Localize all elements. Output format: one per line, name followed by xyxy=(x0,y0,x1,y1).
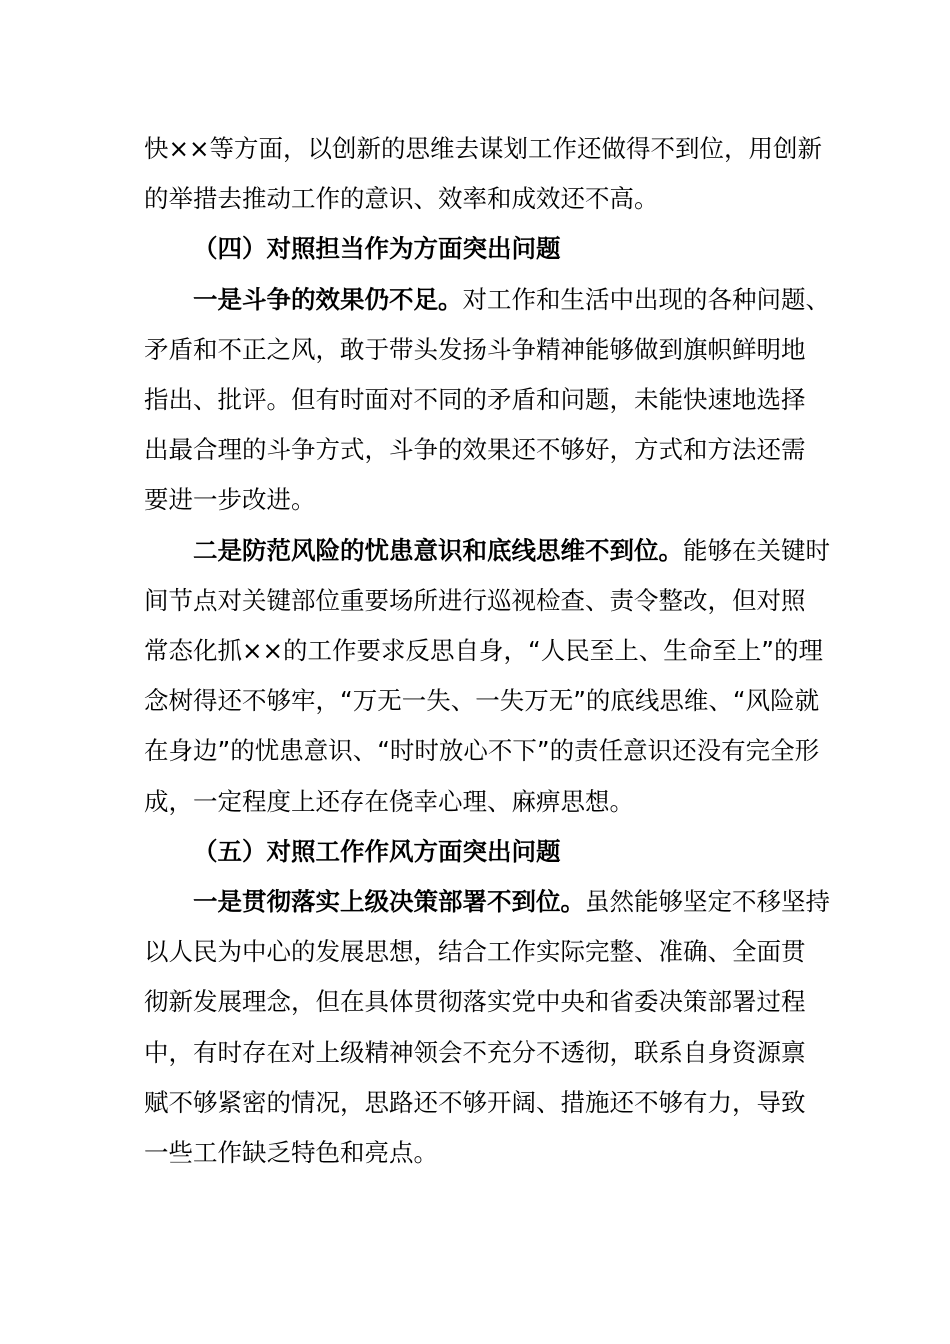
text-line: 在身边”的忧患意识、“时时放心不下”的责任意识还没有完全形 xyxy=(144,736,820,766)
paragraph-lead: 二是防范风险的忧患意识和底线思维不到位。 xyxy=(193,535,683,565)
text-run: 对工作和生活中出现的各种问题、 xyxy=(462,284,830,314)
text-line xyxy=(144,526,830,576)
paragraph-lead: 一是斗争的效果仍不足。 xyxy=(193,284,463,314)
text-run: 能够在关键时 xyxy=(683,535,830,565)
paragraph-continuation xyxy=(144,124,823,224)
section-heading-5: （五）对照工作作风方面突出问题 xyxy=(193,836,561,866)
paragraph-implementation xyxy=(144,877,830,1178)
text-line: 间节点对关键部位重要场所进行巡视检查、责令整改，但对照 xyxy=(144,585,806,615)
text-line: 快××等方面，以创新的思维去谋划工作还做得不到位，用创新 xyxy=(144,134,823,163)
document-page xyxy=(144,124,830,1178)
text-line: 赋不够紧密的情况，思路还不够开阔、措施还不够有力，导致 xyxy=(144,1087,806,1117)
text-line: 常态化抓××的工作要求反思自身，“人民至上、生命至上”的理 xyxy=(144,636,823,666)
paragraph-struggle-effect xyxy=(144,275,830,526)
text-line: 成，一定程度上还存在侥幸心理、麻痹思想。 xyxy=(144,786,634,816)
text-line: 指出、批评。但有时面对不同的矛盾和问题，未能快速地选择 xyxy=(144,385,806,415)
text-line: 彻新发展理念，但在具体贯彻落实党中央和省委决策部署过程 xyxy=(144,987,806,1017)
text-line: 以人民为中心的发展思想，结合工作实际完整、准确、全面贯 xyxy=(144,937,806,967)
paragraph-risk-awareness xyxy=(144,526,830,827)
text-run: 虽然能够坚定不移坚持 xyxy=(585,887,830,917)
text-line: 中，有时存在对上级精神领会不充分不透彻，联系自身资源禀 xyxy=(144,1037,806,1067)
text-line: 要进一步改进。 xyxy=(144,485,316,515)
text-line: 出最合理的斗争方式，斗争的效果还不够好，方式和方法还需 xyxy=(144,435,806,465)
text-line: 矛盾和不正之风，敢于带头发扬斗争精神能够做到旗帜鲜明地 xyxy=(144,334,806,364)
text-line: 的举措去推动工作的意识、效率和成效还不高。 xyxy=(144,184,659,214)
text-line xyxy=(144,275,830,325)
paragraph-lead: 一是贯彻落实上级决策部署不到位。 xyxy=(193,887,585,917)
text-line xyxy=(144,877,830,927)
section-heading-4: （四）对照担当作为方面突出问题 xyxy=(193,234,561,264)
text-line: 念树得还不够牢，“万无一失、一失万无”的底线思维、“风险就 xyxy=(144,686,820,716)
text-line: 一些工作缺乏特色和亮点。 xyxy=(144,1138,438,1168)
